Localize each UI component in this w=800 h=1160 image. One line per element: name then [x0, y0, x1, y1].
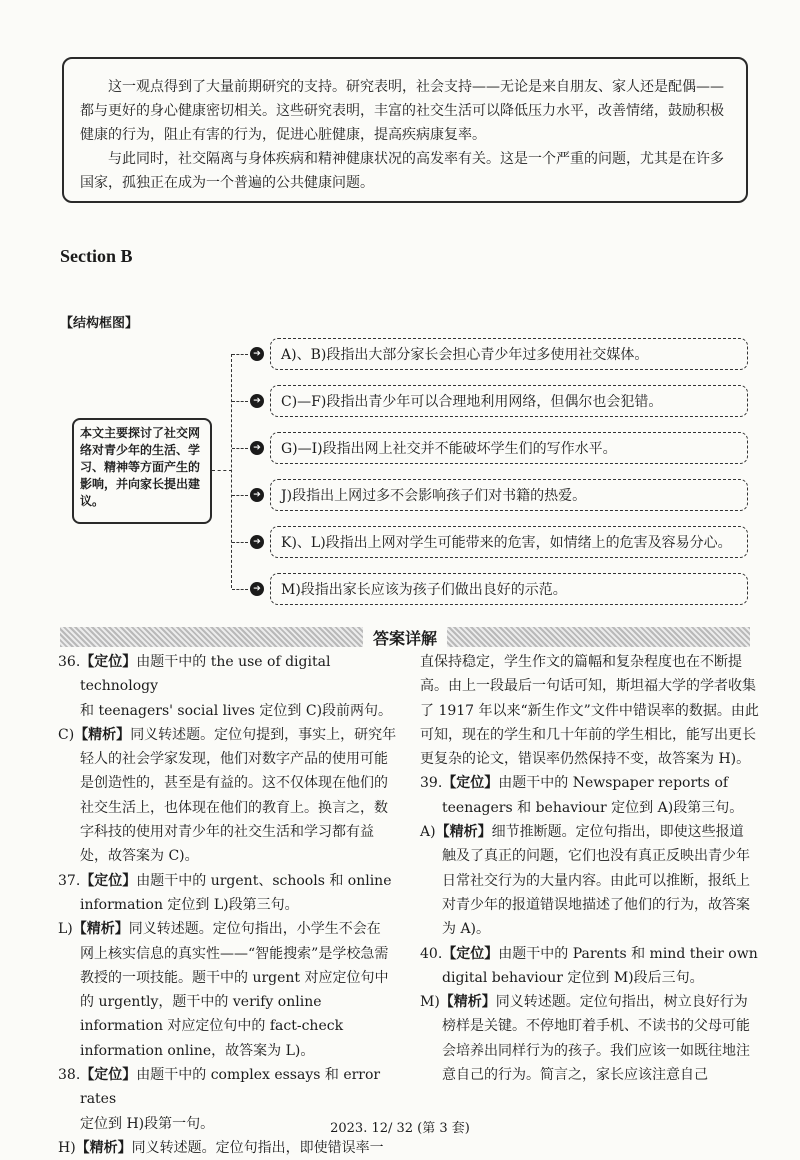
structure-item-text: J)段指出上网过多不会影响孩子们对书籍的热爱。 [270, 479, 748, 511]
answer-item [58, 1136, 398, 1160]
arrow-circle-icon: ➔ [250, 441, 264, 455]
answer-continuation: 网上核实信息的真实性——“智能搜索”是学校急需教授的一项技能。题干中的 urgent 对应定位句中的 urgently，题干中的 verify online information 对应定位句中的 fact-check information online，故答案为 L)。 [80, 945, 389, 1059]
structure-item-text: G)—I)段指出网上社交并不能破坏学生们的写作水平。 [270, 432, 748, 464]
answer-item [420, 990, 760, 1014]
answer-tag: 【精析】 [439, 994, 496, 1011]
answer-item [58, 869, 398, 893]
answer-text: 细节推断题。定位句指出，即使这些报道 [491, 824, 744, 841]
answer-continuation: 定位到 H)段第一句。 [80, 1115, 215, 1132]
answer-text: 同义转述题。定位句提到，事实上，研究年 [130, 726, 397, 743]
answer-continuation: 直保持稳定，学生作文的篇幅和复杂程度也在不断提高。由上一段最后一句话可知，斯坦福大学的学者收集了 1917 年以来“新生作文”文件中错误率的数据。由此可知，现在的学生和几十年前的学生相比，能写出更长更复杂的论文，错误率仍然保持不变，故答案为 H)。 [420, 654, 759, 768]
section-title: Section B [60, 246, 133, 266]
structure-item [232, 526, 748, 558]
answer-continuation: 榜样是关键。不停地盯着手机、不读书的父母可能会培养出同样行为的孩子。我们应该一如既往地注意自己的行为。简言之，家长应该注意自己 [442, 1018, 750, 1084]
answer-tag: 【精析】 [74, 726, 131, 743]
answers-left-column [58, 650, 398, 1160]
answer-number: A) [420, 824, 436, 841]
answer-number: 40. [420, 945, 443, 962]
arrow-circle-icon: ➔ [250, 582, 264, 596]
answer-number: L) [58, 921, 73, 938]
dash-connector [232, 542, 248, 543]
answer-tag: 【精析】 [75, 1139, 132, 1156]
translation-paragraph-2: 与此同时，社交隔离与身体疾病和精神健康状况的高发率有关。这是一个严重的问题，尤其是在许多国家，孤独正在成为一个普遍的公共健康问题。 [80, 151, 724, 191]
arrow-circle-icon: ➔ [250, 488, 264, 502]
answer-number: M) [420, 994, 440, 1011]
answer-tag: 【定位】 [80, 654, 137, 670]
structure-item [232, 385, 748, 417]
answer-tag: 【精析】 [435, 824, 492, 841]
page-footer: 2023. 12/ 32 (第 3 套) [330, 1121, 470, 1136]
answer-text: 同义转述题。定位句指出，树立良好行为 [495, 994, 748, 1011]
answer-tag: 【精析】 [72, 921, 129, 938]
answer-text: 由题干中的 the use of digital technology [80, 654, 331, 695]
answer-tag: 【定位】 [80, 1067, 137, 1084]
dash-connector [232, 401, 248, 402]
answer-text: 同义转述题。定位句指出，即使错误率一 [131, 1139, 384, 1156]
arrow-circle-icon: ➔ [250, 347, 264, 361]
answer-continuation: 轻人的社会学家发现，他们对数字产品的使用可能是创造性的，甚至是有益的。这不仅体现在他们的社交生活上，也体现在他们的教育上。换言之，数字科技的使用对青少年的社交生活和学习都有益处，故答案为 C)。 [80, 751, 388, 865]
answer-continuation: teenagers 和 behaviour 定位到 A)段第三句。 [442, 799, 744, 816]
answers-right-column [420, 650, 760, 1087]
structure-label: 【结构框图】 [60, 316, 139, 331]
answer-number: 38. [58, 1067, 81, 1084]
summary-connector [212, 470, 232, 471]
answer-item [420, 771, 760, 795]
dash-connector [232, 354, 248, 355]
answer-item [420, 820, 760, 844]
answer-tag: 【定位】 [80, 872, 137, 889]
answer-text: 由题干中的 Parents 和 mind their own [498, 945, 758, 962]
answer-header-title: 答案详解 [363, 626, 447, 649]
dash-connector [232, 448, 248, 449]
dash-connector [232, 589, 248, 590]
answer-number: C) [58, 726, 75, 743]
answer-header-bar [60, 627, 750, 647]
answer-continuation: digital behaviour 定位到 M)段后三句。 [442, 969, 704, 986]
dash-connector [232, 495, 248, 496]
summary-box: 本文主要探讨了社交网络对青少年的生活、学习、精神等方面产生的影响，并向家长提出建议。 [72, 418, 212, 524]
answer-number: 39. [420, 775, 443, 792]
answer-item [58, 917, 398, 941]
answer-text: 同义转述题。定位句指出，小学生不会在 [128, 921, 381, 938]
answer-number: H) [58, 1139, 76, 1156]
structure-item-text: K)、L)段指出上网对学生可能带来的危害，如情绪上的危害及容易分心。 [270, 526, 748, 558]
answer-tag: 【定位】 [442, 775, 499, 792]
answer-tag: 【定位】 [442, 945, 499, 962]
answer-text: 由题干中的 Newspaper reports of [498, 775, 729, 792]
arrow-circle-icon: ➔ [250, 535, 264, 549]
answer-continuation: 和 teenagers' social lives 定位到 C)段前两句。 [80, 702, 393, 719]
answer-item [58, 1063, 398, 1112]
answer-item [58, 650, 398, 699]
answer-number: 37. [58, 872, 81, 889]
structure-item-text: A)、B)段指出大部分家长会担心青少年过多使用社交媒体。 [270, 338, 748, 370]
answer-text: 由题干中的 urgent、schools 和 online [136, 872, 392, 889]
answer-continuation: information 定位到 L)段第三句。 [80, 896, 299, 913]
answer-item [420, 942, 760, 966]
structure-item-text: M)段指出家长应该为孩子们做出良好的示范。 [270, 573, 748, 605]
answer-number: 36. [58, 654, 81, 670]
structure-item-text: C)—F)段指出青少年可以合理地利用网络，但偶尔也会犯错。 [270, 385, 748, 417]
structure-item [232, 479, 748, 511]
structure-item [232, 338, 748, 370]
structure-item [232, 573, 748, 605]
answer-item [58, 723, 398, 747]
answer-text: 由题干中的 complex essays 和 error rates [80, 1067, 381, 1108]
translation-box [62, 57, 748, 203]
structure-item [232, 432, 748, 464]
arrow-circle-icon: ➔ [250, 394, 264, 408]
answer-continuation: 触及了真正的问题，它们也没有真正反映出青少年日常社交行为的大量内容。由此可以推断，报纸上对青少年的报道错误地描述了他们的行为，故答案为 A)。 [442, 848, 750, 938]
translation-paragraph-1: 这一观点得到了大量前期研究的支持。研究表明，社会支持——无论是来自朋友、家人还是配偶——都与更好的身心健康密切相关。这些研究表明，丰富的社交生活可以降低压力水平，改善情绪，鼓励积极健康的行为，阻止有害的行为，促进心脏健康，提高疾病康复率。 [80, 79, 724, 143]
